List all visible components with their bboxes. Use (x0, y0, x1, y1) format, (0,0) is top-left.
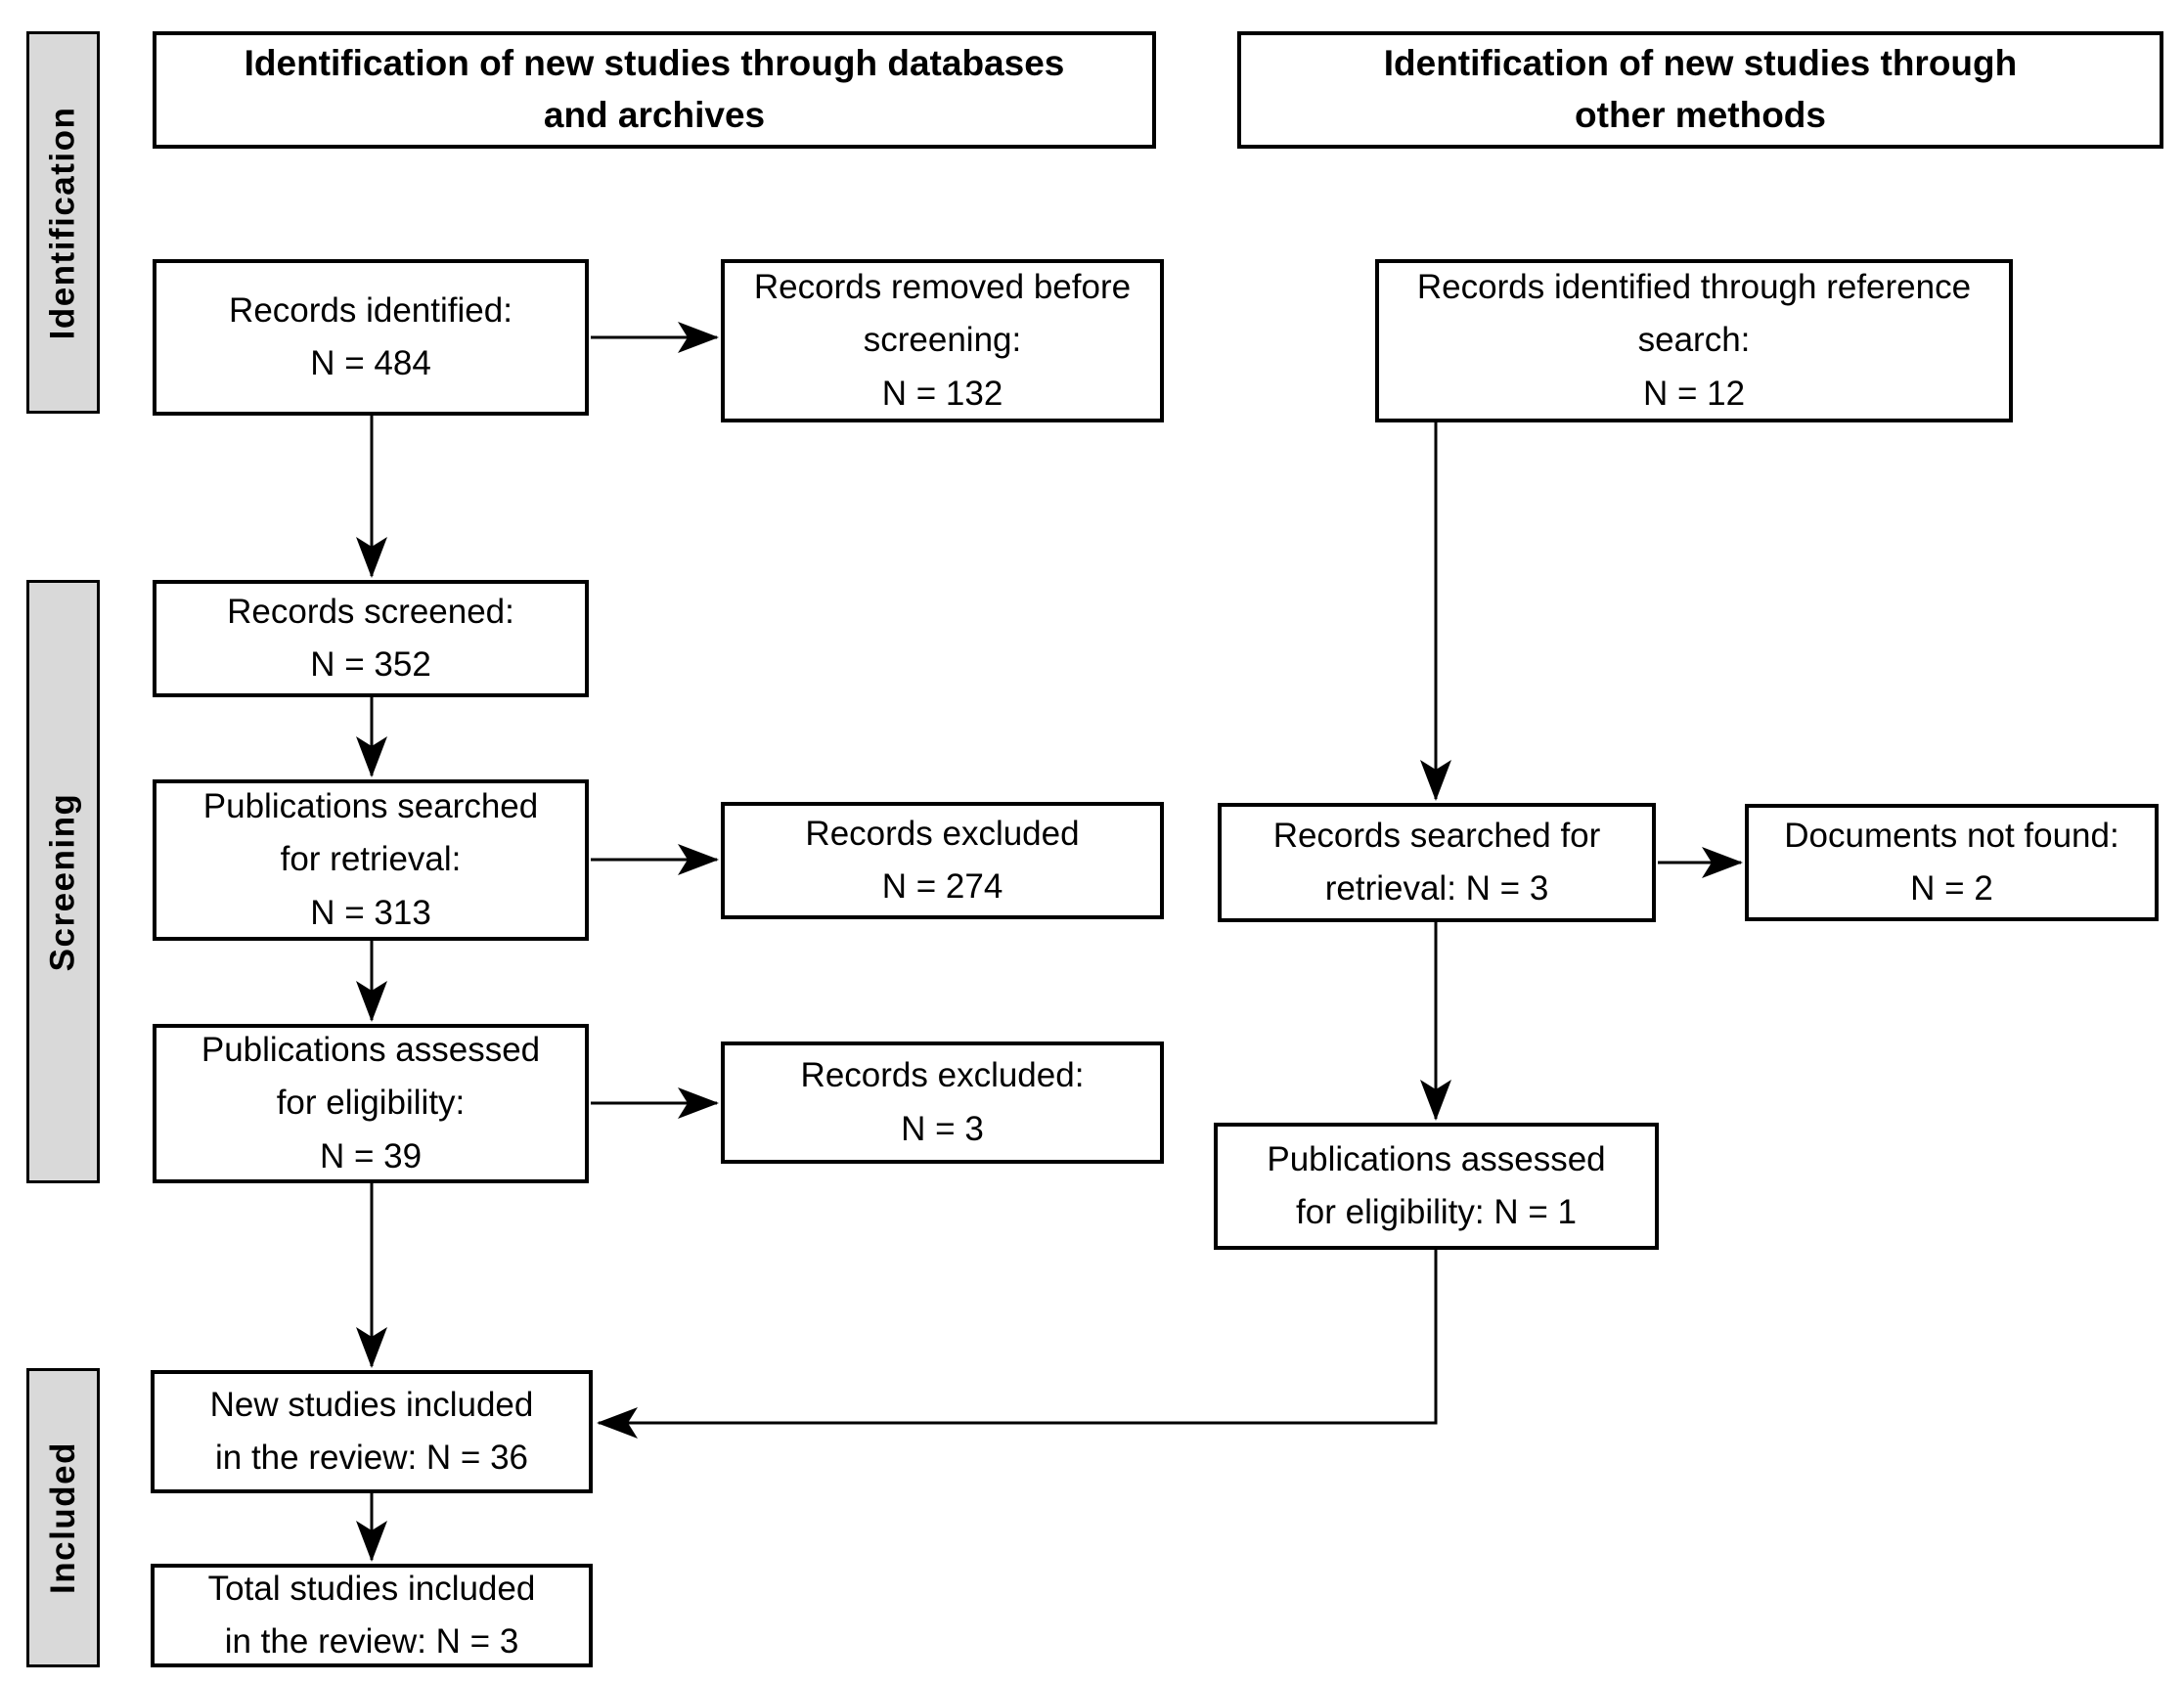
box-records-removed-line1: Records removed before (753, 268, 1132, 307)
box-records-identified-reference-search (1375, 259, 2013, 422)
stage-label-included: Included (43, 1441, 82, 1594)
box-publications-assessed-count: N = 39 (319, 1136, 423, 1175)
box-records-identified-line1: Records identified: (229, 290, 513, 330)
header-other-methods-line2: other methods (1575, 95, 1826, 135)
box-publications-assessed-other-line1: Publications assessed (1267, 1139, 1606, 1178)
box-records-excluded-screening (721, 802, 1164, 919)
header-databases-archives (153, 31, 1156, 149)
box-documents-not-found-count: N = 2 (1910, 869, 1993, 908)
header-other-methods-line1: Identification of new studies through (1383, 43, 2018, 84)
header-other-methods (1237, 31, 2163, 149)
box-publications-assessed-other (1214, 1123, 1659, 1250)
box-new-studies-included (151, 1370, 593, 1493)
box-records-searched-line1: Records searched for (1272, 816, 1601, 855)
header-databases-line1: Identification of new studies through databases (244, 43, 1065, 84)
box-records-excluded-screening-count: N = 274 (881, 867, 1003, 906)
stage-bar-identification (26, 31, 100, 414)
box-publications-assessed-other-count: for eligibility: N = 1 (1296, 1193, 1577, 1231)
box-records-excluded-eligibility-count: N = 3 (901, 1109, 984, 1148)
box-publications-assessed-line1: Publications assessed (201, 1031, 541, 1070)
box-publications-searched-count: N = 313 (310, 893, 431, 932)
box-records-screened-count: N = 352 (310, 645, 431, 684)
box-records-screened (153, 580, 589, 697)
box-records-identified-count: N = 484 (310, 344, 431, 382)
box-publications-searched (153, 779, 589, 941)
box-publications-searched-line2: for retrieval: (280, 840, 462, 879)
stage-bar-screening (26, 580, 100, 1183)
box-records-excluded-screening-line1: Records excluded (805, 814, 1080, 853)
box-total-studies-count: in the review: N = 3 (224, 1622, 519, 1661)
box-records-excluded-eligibility (721, 1041, 1164, 1164)
box-records-removed-before-screening (721, 259, 1164, 422)
box-publications-assessed-line2: for eligibility: (276, 1084, 466, 1123)
stage-bar-included (26, 1368, 100, 1667)
box-total-studies-line1: Total studies included (207, 1569, 536, 1608)
box-records-screened-line1: Records screened: (227, 592, 514, 631)
arrow-assessed-other-to-new-studies (599, 1250, 1436, 1423)
box-total-studies-included (151, 1564, 593, 1667)
box-documents-not-found (1745, 804, 2159, 921)
box-records-removed-line2: screening: (863, 321, 1022, 360)
box-new-studies-line1: New studies included (209, 1385, 534, 1424)
header-databases-line2: and archives (543, 95, 766, 135)
box-publications-searched-line1: Publications searched (202, 787, 539, 826)
stage-label-screening: Screening (43, 792, 82, 971)
box-new-studies-count: in the review: N = 36 (214, 1439, 529, 1477)
box-documents-not-found-line1: Documents not found: (1784, 816, 2119, 855)
box-reference-search-line1: Records identified through reference (1416, 268, 1972, 307)
box-records-excluded-eligibility-line1: Records excluded: (800, 1056, 1085, 1095)
box-publications-assessed (153, 1024, 589, 1183)
box-reference-search-line2: search: (1637, 321, 1751, 360)
box-records-removed-count: N = 132 (881, 374, 1003, 413)
box-records-searched-count: retrieval: N = 3 (1324, 869, 1549, 908)
stage-label-identification: Identification (43, 106, 82, 339)
box-reference-search-count: N = 12 (1642, 374, 1746, 413)
box-records-identified (153, 259, 589, 416)
box-records-searched-retrieval (1218, 803, 1656, 922)
